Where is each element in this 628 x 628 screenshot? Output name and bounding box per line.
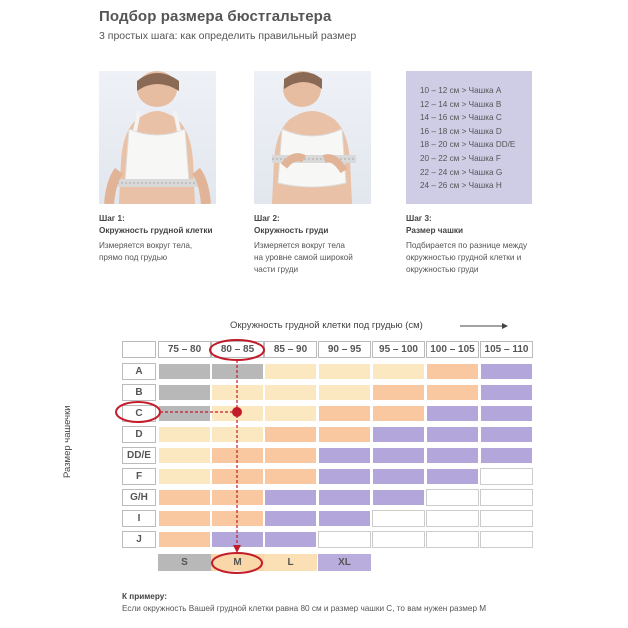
row-label: A [122,363,156,380]
step-number: Шаг 2: [254,214,280,223]
step-desc-line: на уровне самой широкой [254,253,353,262]
page-subtitle: 3 простых шага: как определить правильный размер [99,30,357,42]
step-number: Шаг 1: [99,214,125,223]
grid-cell [480,405,533,422]
grid-cell [158,363,211,380]
grid-cell [264,363,317,380]
grid-cell [318,384,371,401]
row-label: DD/E [122,447,156,464]
step-desc-line: прямо под грудью [99,253,168,262]
size-label: XL [318,554,371,571]
grid-cell [372,468,425,485]
grid-cell [158,510,211,527]
grid-cell [318,405,371,422]
grid-cell [264,531,317,548]
example-heading: К примеру: [122,592,167,601]
size-label: L [264,554,317,571]
grid-cell [264,447,317,464]
cup-size-reference [406,71,532,204]
row-label: J [122,531,156,548]
cup-size-line: 22 – 24 см > Чашка G [420,167,503,177]
grid-cell [426,489,479,506]
column-header: 90 – 95 [318,341,371,358]
grid-cell [426,384,479,401]
step-desc-line: Измеряется вокруг тела, [99,241,193,250]
grid-cell [264,405,317,422]
grid-cell [158,531,211,548]
row-label: D [122,426,156,443]
grid-cell [480,510,533,527]
grid-cell [318,531,371,548]
grid-cell [480,426,533,443]
grid-cell [480,489,533,506]
grid-cell [426,531,479,548]
grid-cell [318,447,371,464]
grid-cell [211,384,264,401]
grid-cell [480,447,533,464]
cup-size-line: 10 – 12 см > Чашка A [420,86,502,95]
step-desc-line: окружностью груди [406,265,479,274]
step1-photo [99,71,216,204]
grid-cell [480,363,533,380]
column-header: 80 – 85 [211,341,264,358]
grid-cell [426,510,479,527]
grid-cell [480,468,533,485]
row-label: I [122,510,156,527]
grid-cell [211,468,264,485]
cup-size-line: 16 – 18 см > Чашка D [420,126,502,136]
example-text: Если окружность Вашей грудной клетки равна 80 см и размер чашки C, то вам нужен размер M [122,604,487,613]
step-desc-line: окружностью грудной клетки и [406,253,522,262]
step-3 [406,213,536,276]
grid-cell [318,426,371,443]
grid-cell [372,405,425,422]
step-desc-line: Измеряется вокруг тела [254,241,345,250]
grid-cell [426,426,479,443]
grid-cell [264,468,317,485]
grid-cell [264,510,317,527]
grid-cell [480,531,533,548]
grid-cell [372,447,425,464]
cup-size-line: 12 – 14 см > Чашка B [420,99,502,109]
step-title: Окружность грудной клетки [99,226,213,235]
row-label: B [122,384,156,401]
row-label: F [122,468,156,485]
size-label: S [158,554,211,571]
column-header: 85 – 90 [264,341,317,358]
grid-cell [158,426,211,443]
y-axis-title: Размер чашечки [62,405,73,478]
grid-cell [264,384,317,401]
cup-size-line: 20 – 22 см > Чашка F [420,153,501,163]
grid-cell [318,468,371,485]
grid-cell [211,405,264,422]
step-desc-line: части груди [254,265,299,274]
grid-cell [426,468,479,485]
grid-cell [211,426,264,443]
grid-cell [318,363,371,380]
grid-cell [211,363,264,380]
grid-cell [211,447,264,464]
header-corner [122,341,156,358]
step-desc-line: Подбирается по разнице между [406,241,528,250]
column-header: 100 – 105 [426,341,479,358]
column-header: 75 – 80 [158,341,211,358]
grid-cell [211,531,264,548]
axis-arrow-icon [458,320,510,332]
grid-cell [264,489,317,506]
grid-cell [426,363,479,380]
cup-size-line: 24 – 26 см > Чашка H [420,181,502,191]
grid-cell [372,363,425,380]
grid-cell [158,489,211,506]
grid-cell [318,510,371,527]
step2-photo [254,71,371,204]
grid-cell [372,426,425,443]
column-header: 105 – 110 [480,341,533,358]
grid-cell [158,405,211,422]
grid-cell [372,384,425,401]
size-label: M [211,554,264,571]
step-title: Размер чашки [406,226,464,235]
cup-size-line: 18 – 20 см > Чашка DD/E [420,140,516,150]
grid-cell [426,447,479,464]
grid-cell [372,531,425,548]
grid-cell [158,468,211,485]
row-label: C [122,405,156,422]
grid-cell [264,426,317,443]
grid-cell [211,510,264,527]
grid-cell [480,384,533,401]
step-2 [254,213,384,276]
page-title: Подбор размера бюстгальтера [99,8,332,25]
grid-cell [372,510,425,527]
grid-cell [372,489,425,506]
cup-size-line: 14 – 16 см > Чашка C [420,113,502,123]
step-title: Окружность груди [254,226,329,235]
grid-cell [158,384,211,401]
row-label: G/H [122,489,156,506]
column-header: 95 – 100 [372,341,425,358]
step-1 [99,213,229,264]
grid-cell [426,405,479,422]
grid-cell [318,489,371,506]
step-number: Шаг 3: [406,214,432,223]
grid-cell [158,447,211,464]
grid-cell [211,489,264,506]
x-axis-title: Окружность грудной клетки под грудью (см) [230,320,423,331]
